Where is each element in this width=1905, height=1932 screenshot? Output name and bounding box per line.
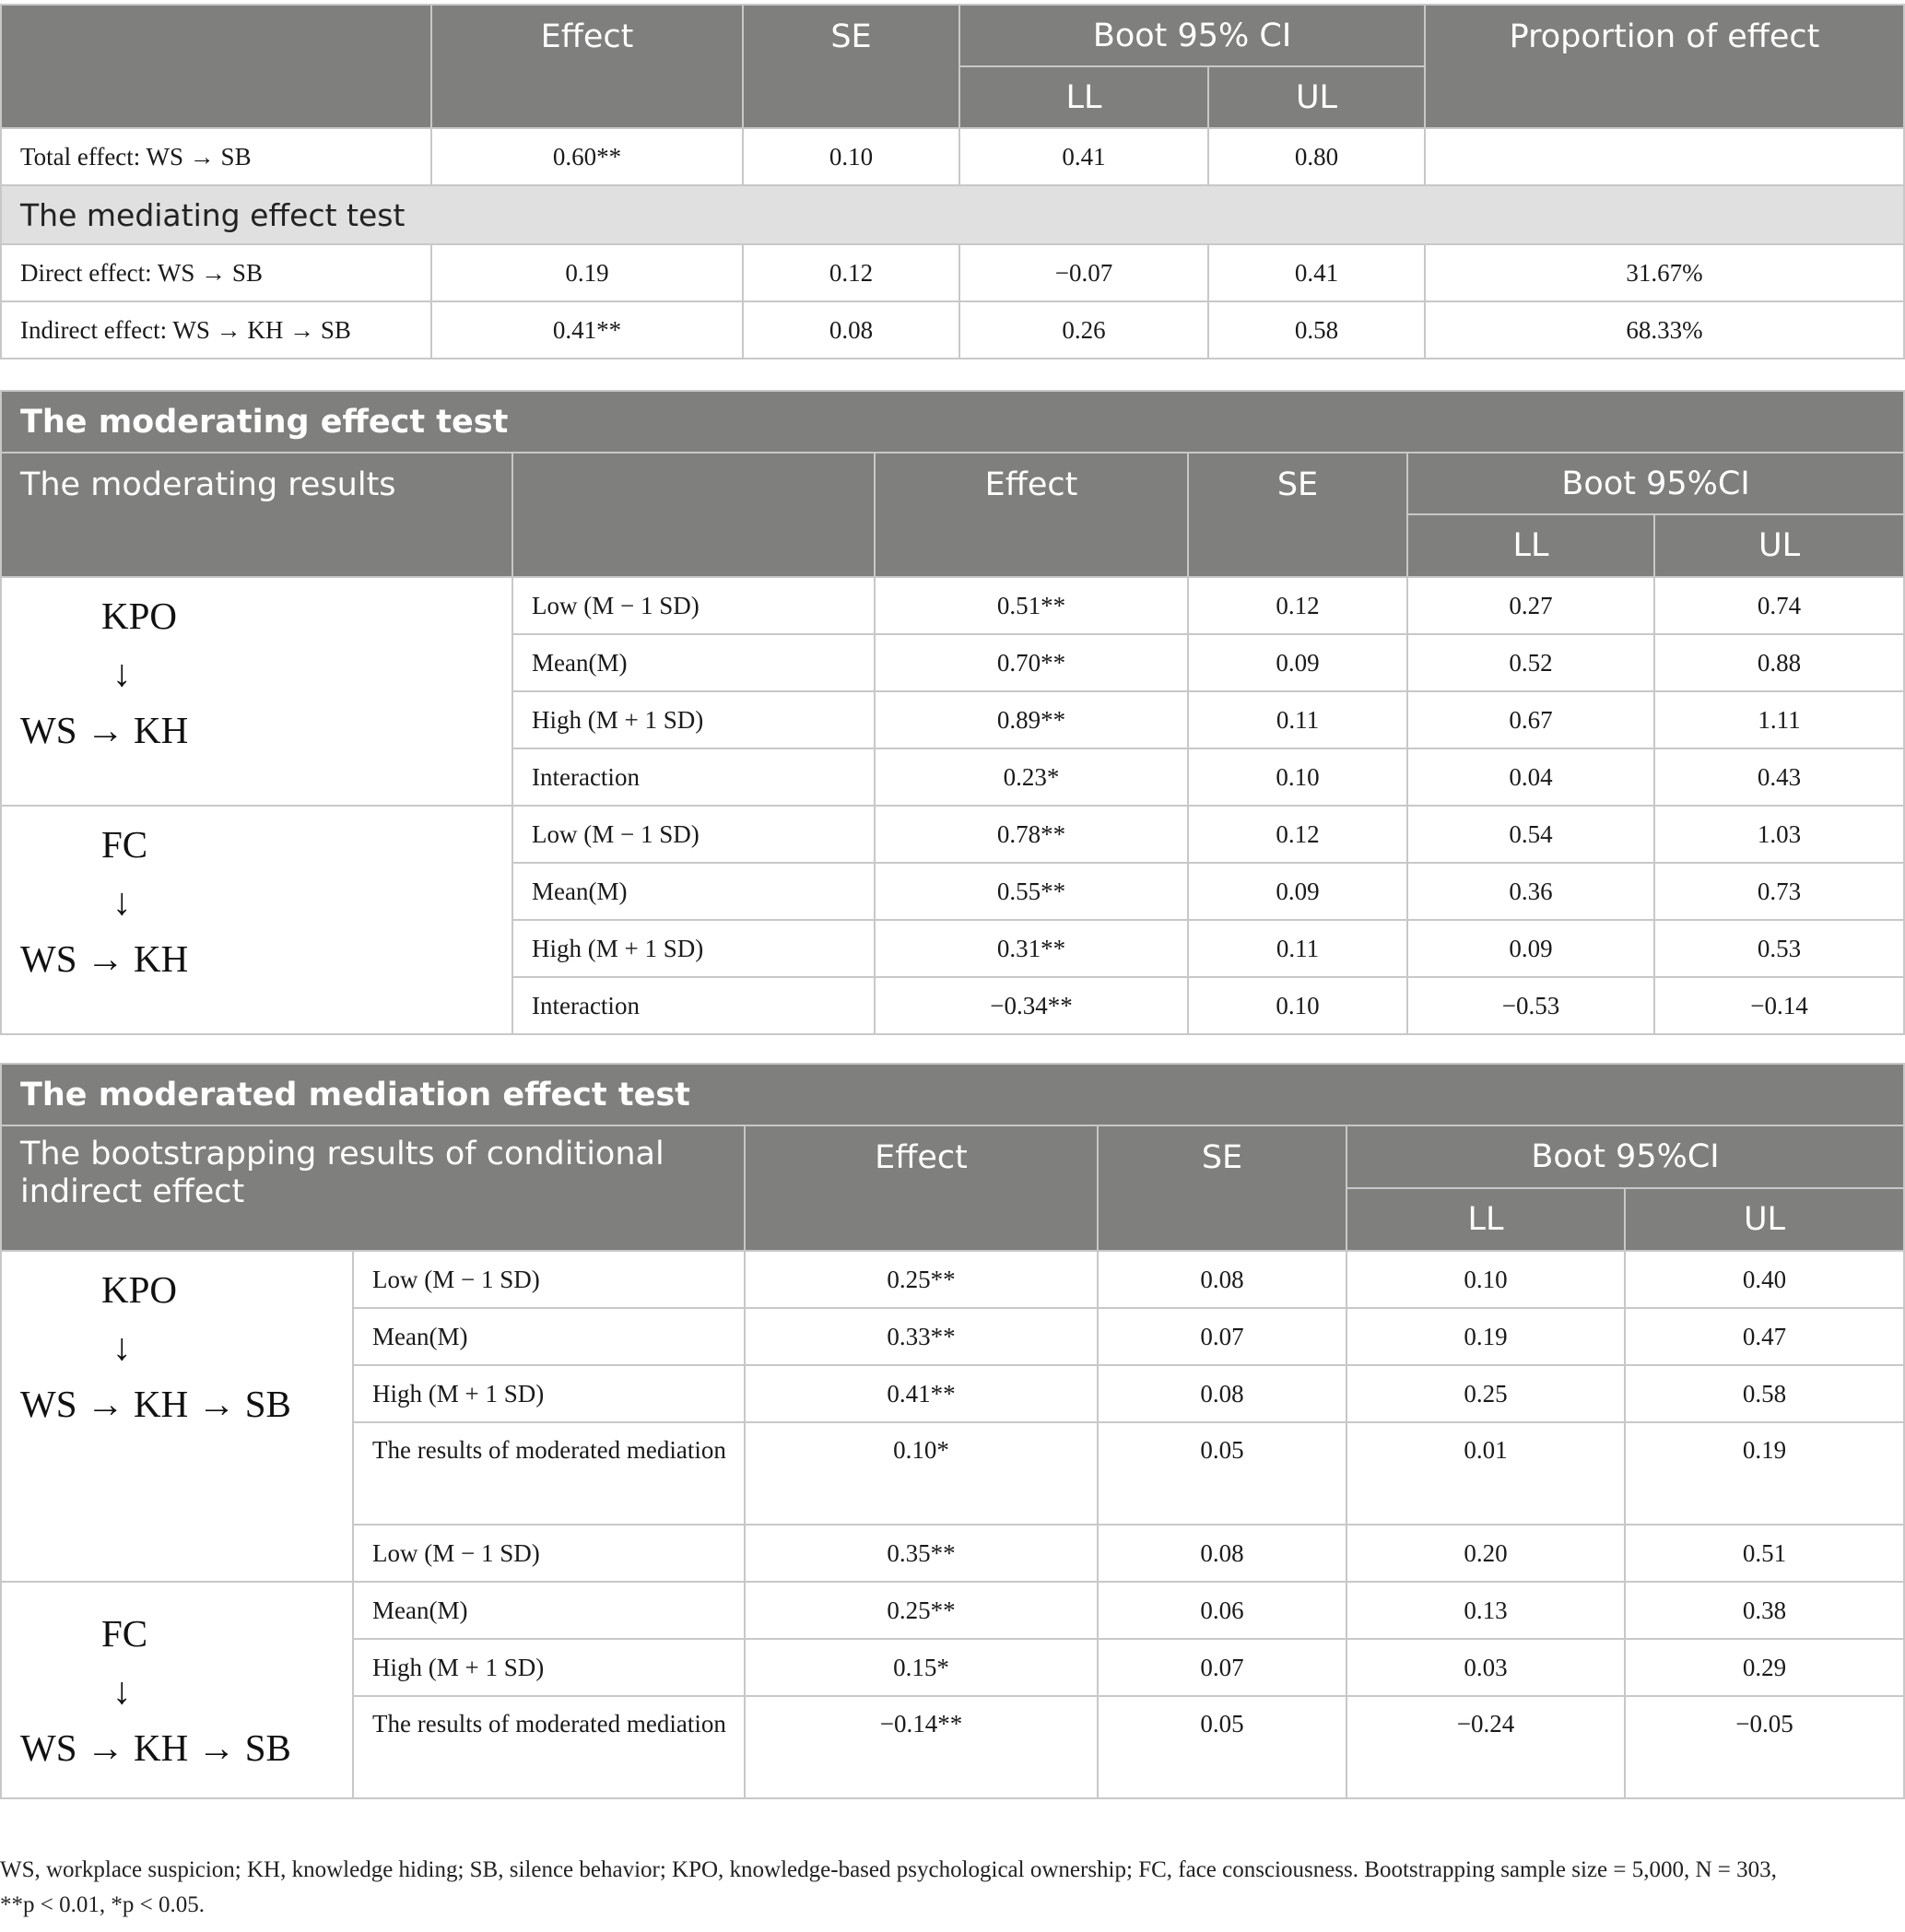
down-arrow-icon: ↓: [112, 1669, 132, 1712]
effect-value: 0.41**: [745, 1365, 1098, 1422]
se-value: 0.05: [1098, 1422, 1346, 1525]
se-value: 0.07: [1098, 1639, 1346, 1696]
ul-value: 0.40: [1625, 1251, 1904, 1308]
ll-value: 0.03: [1346, 1639, 1625, 1696]
se-value: 0.09: [1188, 863, 1407, 920]
row-label: The results of moderated mediation: [353, 1422, 745, 1525]
mediating-effect-table: [0, 4, 1905, 359]
path-diagram-fc: [1, 806, 512, 1034]
ll-value: 0.19: [1346, 1308, 1625, 1365]
ll-value: 0.52: [1407, 634, 1654, 691]
footnote-significance: **p < 0.01, *p < 0.05.: [0, 1892, 205, 1917]
moderator-label: FC: [101, 1612, 148, 1655]
effect-value: 0.25**: [745, 1582, 1098, 1639]
path-label: WS → KH: [20, 709, 189, 751]
header-boot-ci: Boot 95%CI: [1346, 1125, 1904, 1188]
proportion-value: 31.67%: [1425, 244, 1904, 301]
effect-value: 0.35**: [745, 1525, 1098, 1582]
se-value: 0.10: [1188, 977, 1407, 1034]
table-row: [1, 244, 1904, 301]
proportion-value: [1425, 128, 1904, 185]
header-boot-ci: Boot 95% CI: [959, 5, 1425, 66]
se-value: 0.10: [743, 128, 959, 185]
moderated-mediation-table: [0, 1063, 1905, 1799]
se-value: 0.08: [1098, 1251, 1346, 1308]
effect-value: −0.34**: [875, 977, 1188, 1034]
row-label: Mean(M): [512, 863, 875, 920]
down-arrow-icon: ↓: [112, 880, 132, 923]
row-label: Total effect: WS → SB: [1, 128, 431, 185]
row-label: Low (M − 1 SD): [353, 1251, 745, 1308]
se-value: 0.12: [743, 244, 959, 301]
ul-value: −0.05: [1625, 1696, 1904, 1798]
row-label: Mean(M): [353, 1582, 745, 1639]
table-row: [1, 577, 1904, 634]
row-label: High (M + 1 SD): [512, 920, 875, 977]
moderator-label: KPO: [101, 1268, 178, 1311]
row-label: Low (M − 1 SD): [512, 577, 875, 634]
ul-value: 0.80: [1208, 128, 1425, 185]
se-value: 0.05: [1098, 1696, 1346, 1798]
header-results: The moderating results: [1, 453, 512, 577]
row-label: High (M + 1 SD): [353, 1365, 745, 1422]
ll-value: 0.41: [959, 128, 1208, 185]
se-value: 0.07: [1098, 1308, 1346, 1365]
row-label: Low (M − 1 SD): [353, 1525, 745, 1582]
header-se: SE: [1098, 1125, 1346, 1251]
ul-value: 0.58: [1625, 1365, 1904, 1422]
effect-value: 0.10*: [745, 1422, 1098, 1525]
path-label: WS → KH → SB: [20, 1726, 291, 1769]
ll-value: −0.53: [1407, 977, 1654, 1034]
ul-value: 0.29: [1625, 1639, 1904, 1696]
table-row: [1, 806, 1904, 863]
path-diagram-kpo: [1, 1251, 353, 1582]
effect-value: −0.14**: [745, 1696, 1098, 1798]
ul-value: 0.51: [1625, 1525, 1904, 1582]
header-ul: UL: [1625, 1188, 1904, 1251]
se-value: 0.11: [1188, 920, 1407, 977]
ll-value: 0.54: [1407, 806, 1654, 863]
ul-value: 0.47: [1625, 1308, 1904, 1365]
effect-value: 0.23*: [875, 748, 1188, 806]
header-ll: LL: [959, 66, 1208, 128]
se-value: 0.08: [1098, 1525, 1346, 1582]
row-label: High (M + 1 SD): [353, 1639, 745, 1696]
row-label: Mean(M): [512, 634, 875, 691]
row-label: High (M + 1 SD): [512, 691, 875, 748]
se-value: 0.10: [1188, 748, 1407, 806]
footnote-abbreviations: WS, workplace suspicion; KH, knowledge hiding; SB, silence behavior; KPO, knowledge-based psychological ownership; FC, face consciousness. Bootstrapping sample size = 5,000, N = 303,: [0, 1857, 1777, 1882]
effect-value: 0.78**: [875, 806, 1188, 863]
path-diagram-fc: [1, 1582, 353, 1798]
ll-value: 0.13: [1346, 1582, 1625, 1639]
se-value: 0.06: [1098, 1582, 1346, 1639]
se-value: 0.12: [1188, 806, 1407, 863]
ll-value: 0.10: [1346, 1251, 1625, 1308]
row-label: Low (M − 1 SD): [512, 806, 875, 863]
effect-value: 0.25**: [745, 1251, 1098, 1308]
table-row: [1, 1582, 1904, 1639]
header-ll: LL: [1346, 1188, 1625, 1251]
path-label: WS → KH: [20, 937, 189, 980]
row-label: Interaction: [512, 748, 875, 806]
ul-value: 0.38: [1625, 1582, 1904, 1639]
header-se: SE: [1188, 453, 1407, 577]
ul-value: 0.43: [1654, 748, 1904, 806]
ll-value: 0.26: [959, 301, 1208, 359]
header-results: The bootstrapping results of conditional indirect effect: [1, 1125, 745, 1251]
header-se: SE: [743, 5, 959, 128]
moderator-label: FC: [101, 823, 148, 866]
ll-value: 0.67: [1407, 691, 1654, 748]
effect-value: 0.60**: [431, 128, 743, 185]
row-label: Interaction: [512, 977, 875, 1034]
effect-value: 0.55**: [875, 863, 1188, 920]
ul-value: 0.73: [1654, 863, 1904, 920]
header-effect: Effect: [745, 1125, 1098, 1251]
header-ll: LL: [1407, 514, 1654, 577]
ll-value: −0.07: [959, 244, 1208, 301]
effect-value: 0.51**: [875, 577, 1188, 634]
ul-value: 0.53: [1654, 920, 1904, 977]
ll-value: 0.27: [1407, 577, 1654, 634]
ul-value: 0.41: [1208, 244, 1425, 301]
ul-value: 1.11: [1654, 691, 1904, 748]
moderated-mediation-section-title: The moderated mediation effect test: [1, 1064, 1904, 1125]
ll-value: 0.25: [1346, 1365, 1625, 1422]
table-row: [1, 128, 1904, 185]
row-label: Mean(M): [353, 1308, 745, 1365]
header-blank: [512, 453, 875, 577]
ll-value: 0.20: [1346, 1525, 1625, 1582]
ll-value: 0.04: [1407, 748, 1654, 806]
header-ul: UL: [1208, 66, 1425, 128]
ll-value: −0.24: [1346, 1696, 1625, 1798]
down-arrow-icon: ↓: [112, 1325, 132, 1368]
header-blank: [1, 5, 431, 128]
table-row: [1, 1251, 1904, 1308]
ul-value: 0.74: [1654, 577, 1904, 634]
effect-value: 0.41**: [431, 301, 743, 359]
table-footnote: [0, 1853, 1880, 1923]
ul-value: −0.14: [1654, 977, 1904, 1034]
ll-value: 0.01: [1346, 1422, 1625, 1525]
moderating-section-title: The moderating effect test: [1, 391, 1904, 453]
ul-value: 0.58: [1208, 301, 1425, 359]
path-diagram-kpo: [1, 577, 512, 806]
effect-value: 0.70**: [875, 634, 1188, 691]
se-value: 0.11: [1188, 691, 1407, 748]
down-arrow-icon: ↓: [112, 652, 132, 694]
ll-value: 0.09: [1407, 920, 1654, 977]
header-effect: Effect: [431, 5, 743, 128]
effect-value: 0.19: [431, 244, 743, 301]
row-label: The results of moderated mediation: [353, 1696, 745, 1798]
moderator-label: KPO: [101, 595, 178, 637]
row-label: Direct effect: WS → SB: [1, 244, 431, 301]
header-boot-ci: Boot 95%CI: [1407, 453, 1904, 514]
header-proportion: Proportion of effect: [1425, 5, 1904, 128]
table-row: [1, 301, 1904, 359]
ul-value: 1.03: [1654, 806, 1904, 863]
mediating-section-title: The mediating effect test: [1, 185, 1904, 244]
effect-value: 0.89**: [875, 691, 1188, 748]
ul-value: 0.88: [1654, 634, 1904, 691]
path-label: WS → KH → SB: [20, 1383, 291, 1425]
se-value: 0.08: [1098, 1365, 1346, 1422]
effect-value: 0.15*: [745, 1639, 1098, 1696]
ll-value: 0.36: [1407, 863, 1654, 920]
moderating-effect-table: [0, 390, 1905, 1035]
effect-value: 0.33**: [745, 1308, 1098, 1365]
se-value: 0.09: [1188, 634, 1407, 691]
se-value: 0.12: [1188, 577, 1407, 634]
effect-value: 0.31**: [875, 920, 1188, 977]
proportion-value: 68.33%: [1425, 301, 1904, 359]
header-effect: Effect: [875, 453, 1188, 577]
header-ul: UL: [1654, 514, 1904, 577]
ul-value: 0.19: [1625, 1422, 1904, 1525]
se-value: 0.08: [743, 301, 959, 359]
row-label: Indirect effect: WS → KH → SB: [1, 301, 431, 359]
